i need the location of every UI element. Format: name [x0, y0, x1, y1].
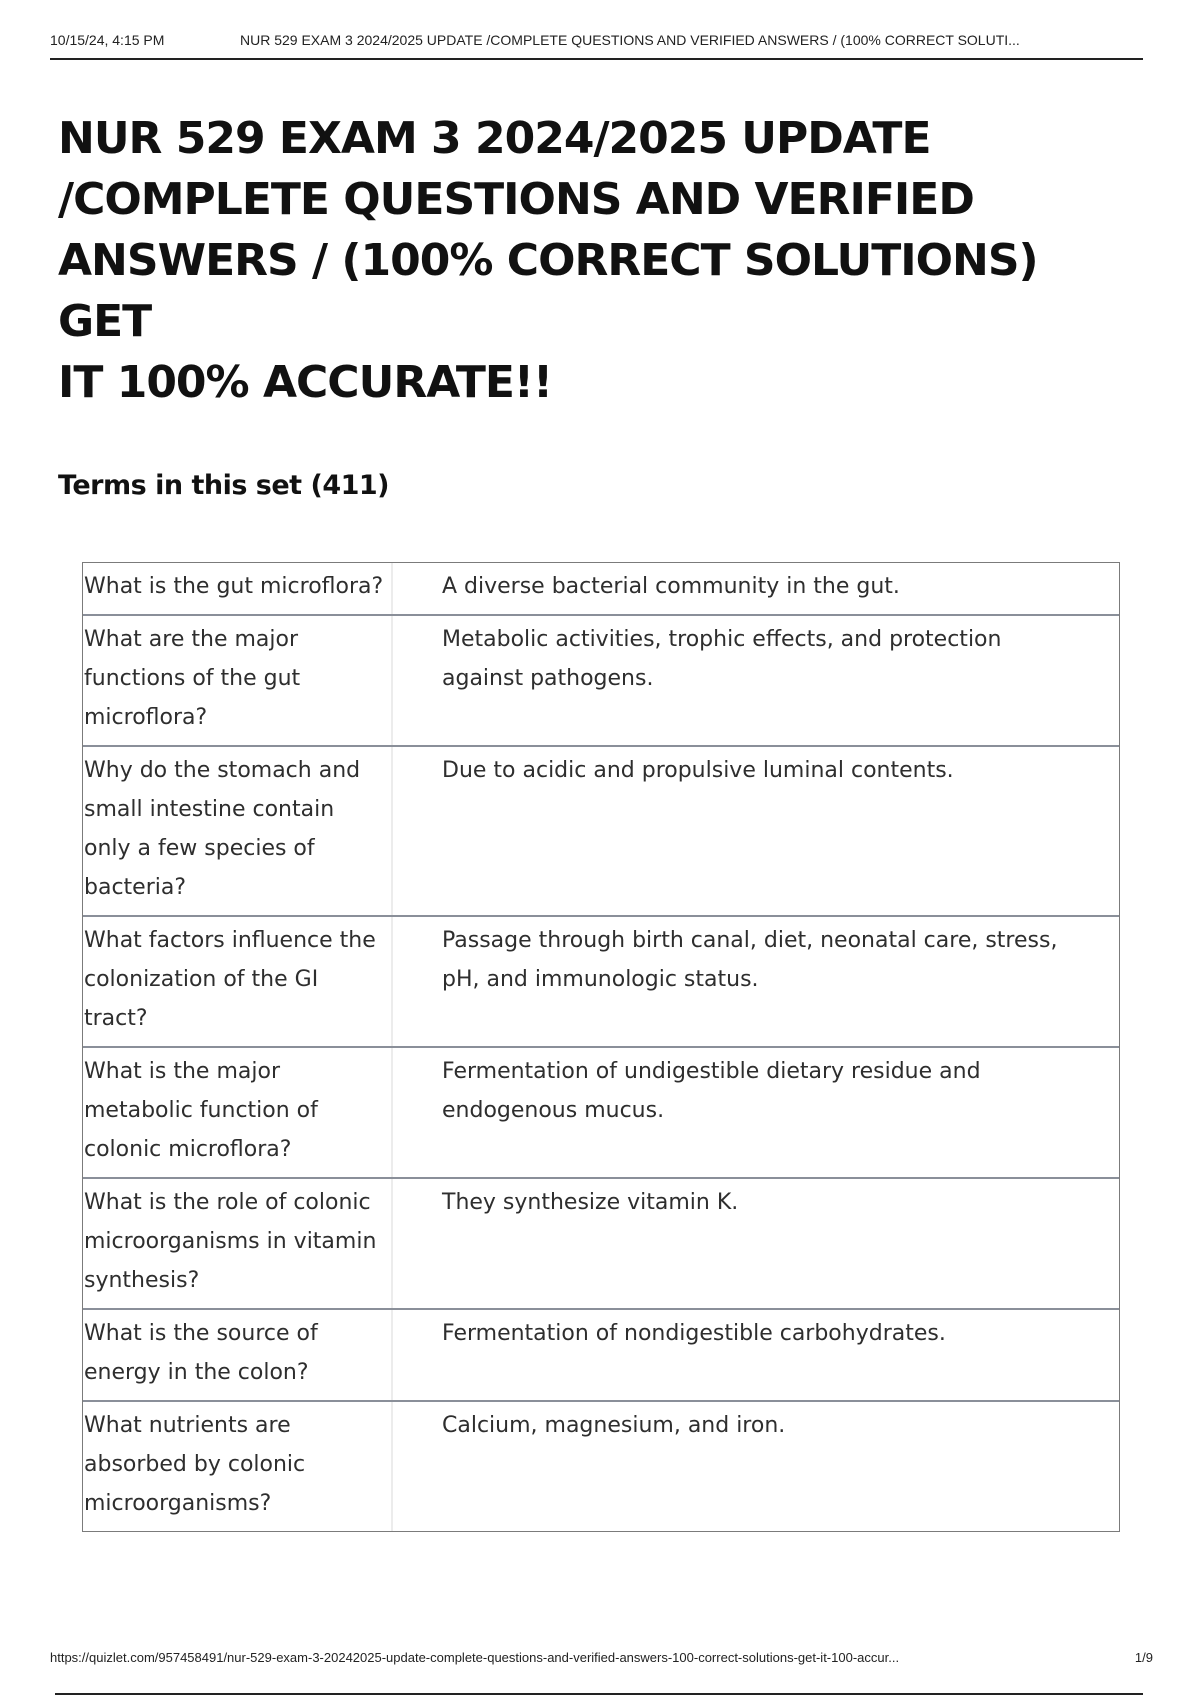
- term-answer: Fermentation of undigestible dietary residue and endogenous mucus.: [442, 1059, 981, 1123]
- term-row: [83, 1402, 1119, 1531]
- print-doc-title: NUR 529 EXAM 3 2024/2025 UPDATE /COMPLETE QUESTIONS AND VERIFIED ANSWERS / (100% CORRECT SOLUTI...: [240, 32, 1020, 48]
- term-row: [83, 747, 1119, 917]
- page-title-line-1: NUR 529 EXAM 3 2024/2025 UPDATE: [58, 113, 931, 164]
- terms-count-heading: Terms in this set (411): [58, 470, 390, 501]
- page-number: 1/9: [1134, 1650, 1153, 1665]
- term-answer: A diverse bacterial community in the gut.: [442, 574, 900, 599]
- page-title-line-3: ANSWERS / (100% CORRECT SOLUTIONS) GET: [58, 235, 1038, 347]
- term-row: [83, 1048, 1119, 1179]
- term-row: [83, 1310, 1119, 1402]
- term-answer: They synthesize vitamin K.: [442, 1190, 739, 1215]
- term-question: What is the major metabolic function of colonic microflora?: [83, 1048, 393, 1177]
- term-row: [83, 616, 1119, 747]
- source-url: https://quizlet.com/957458491/nur-529-exam-3-20242025-update-complete-questions-and-verified-answers-100-correct-solutions-get-it-100-accur...: [50, 1650, 900, 1665]
- page-title-line-2: /COMPLETE QUESTIONS AND VERIFIED: [58, 174, 974, 225]
- term-question: What nutrients are absorbed by colonic microorganisms?: [83, 1402, 393, 1531]
- term-answer: Calcium, magnesium, and iron.: [442, 1413, 786, 1438]
- page-title: [58, 108, 1138, 413]
- term-question: What is the role of colonic microorganisms in vitamin synthesis?: [83, 1179, 393, 1308]
- term-question: What is the source of energy in the colon?: [83, 1310, 393, 1400]
- page-title-line-4: IT 100% ACCURATE!!: [58, 357, 553, 408]
- term-question: What are the major functions of the gut microflora?: [83, 616, 393, 745]
- terms-table: [82, 562, 1120, 1532]
- print-datetime: 10/15/24, 4:15 PM: [50, 32, 165, 48]
- term-answer: Metabolic activities, trophic effects, and protection against pathogens.: [442, 627, 1002, 691]
- term-answer: Passage through birth canal, diet, neonatal care, stress, pH, and immunologic status.: [442, 928, 1058, 992]
- term-row: [83, 917, 1119, 1048]
- term-question: Why do the stomach and small intestine contain only a few species of bacteria?: [83, 747, 393, 915]
- term-row: [83, 563, 1119, 616]
- term-question: What factors influence the colonization of the GI tract?: [83, 917, 393, 1046]
- term-row: [83, 1179, 1119, 1310]
- footer-divider: [55, 1693, 1143, 1695]
- print-header: [50, 28, 1143, 60]
- term-answer: Fermentation of nondigestible carbohydrates.: [442, 1321, 946, 1346]
- term-question: What is the gut microflora?: [83, 563, 393, 614]
- term-answer: Due to acidic and propulsive luminal contents.: [442, 758, 954, 783]
